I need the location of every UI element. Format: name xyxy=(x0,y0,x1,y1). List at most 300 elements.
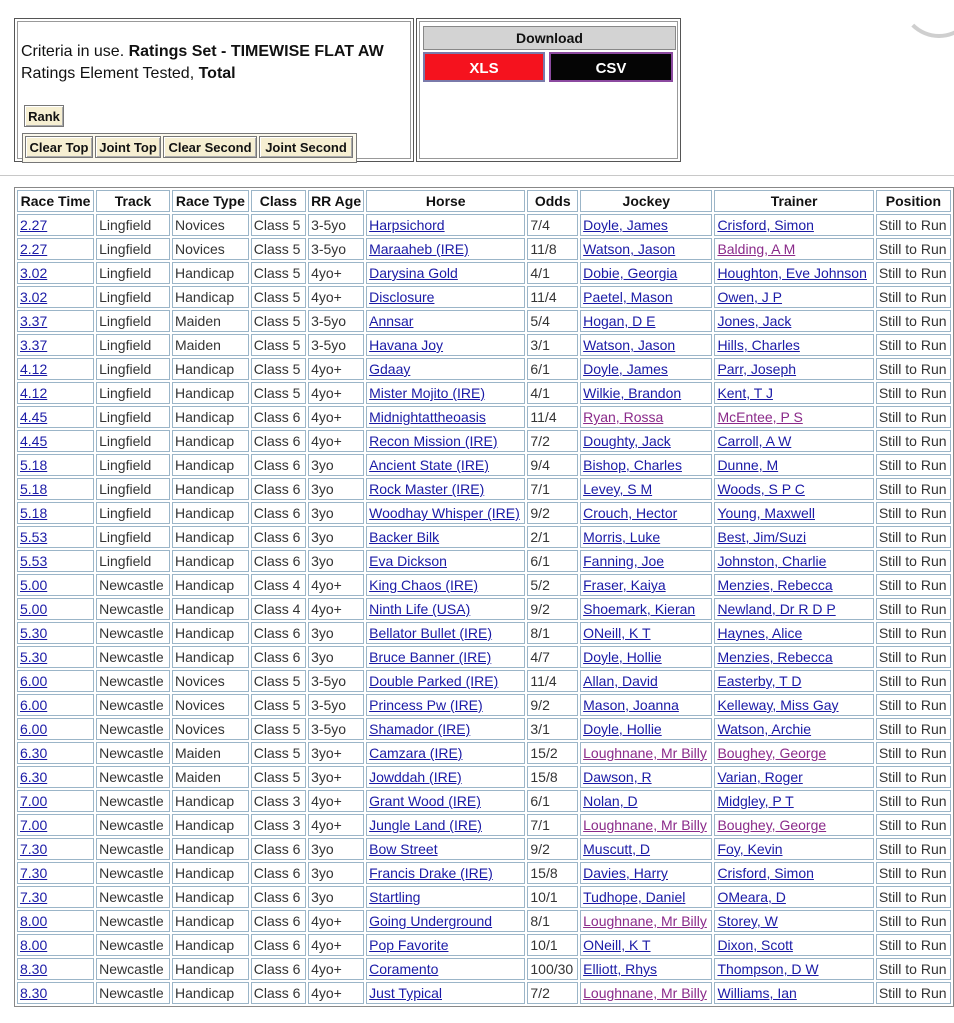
cell-class: Class 5 xyxy=(251,766,306,788)
race-time-link[interactable]: 4.45 xyxy=(20,433,48,449)
download-csv-button[interactable]: CSV xyxy=(549,52,673,82)
horse-link[interactable]: Bow Street xyxy=(369,841,438,857)
cell-odds: 9/2 xyxy=(527,694,578,716)
trainer-link[interactable]: Midgley, P T xyxy=(717,793,794,809)
cell-race-type: Handicap xyxy=(172,910,249,932)
horse-link[interactable]: Gdaay xyxy=(369,361,411,377)
cell-jockey xyxy=(580,334,712,356)
cell-horse xyxy=(366,982,525,1004)
jockey-link[interactable]: Doughty, Jack xyxy=(583,433,671,449)
cell-position: Still to Run xyxy=(876,238,951,260)
cell-rr-age: 4yo+ xyxy=(308,358,364,380)
cell-track: Newcastle xyxy=(96,670,170,692)
race-time-link[interactable]: 5.30 xyxy=(20,649,48,665)
cell-race-time xyxy=(17,838,94,860)
jockey-link[interactable]: Wilkie, Brandon xyxy=(583,385,682,401)
jockey-link[interactable]: Fraser, Kaiya xyxy=(583,577,666,593)
horse-link[interactable]: Startling xyxy=(369,889,421,905)
download-xls-button[interactable]: XLS xyxy=(423,52,545,82)
horse-link[interactable]: Eva Dickson xyxy=(369,553,447,569)
cell-race-time xyxy=(17,214,94,236)
race-time-link[interactable]: 6.30 xyxy=(20,769,48,785)
cell-race-time xyxy=(17,550,94,572)
cell-odds: 3/1 xyxy=(527,718,578,740)
horse-link[interactable]: Camzara (IRE) xyxy=(369,745,463,761)
cell-horse xyxy=(366,358,525,380)
cell-track: Newcastle xyxy=(96,790,170,812)
cell-trainer xyxy=(714,550,873,572)
cell-trainer xyxy=(714,886,873,908)
cell-track: Newcastle xyxy=(96,886,170,908)
cell-position: Still to Run xyxy=(876,838,951,860)
cell-race-type: Handicap xyxy=(172,598,249,620)
criteria-panel xyxy=(14,18,414,162)
race-time-link[interactable]: 7.30 xyxy=(20,865,48,881)
cell-race-type: Handicap xyxy=(172,646,249,668)
jockey-link[interactable]: Allan, David xyxy=(583,673,658,689)
horse-link[interactable]: Grant Wood (IRE) xyxy=(369,793,481,809)
cell-track: Lingfield xyxy=(96,406,170,428)
jockey-link[interactable]: Davies, Harry xyxy=(583,865,668,881)
cell-position: Still to Run xyxy=(876,286,951,308)
jockey-link[interactable]: Fanning, Joe xyxy=(583,553,665,569)
trainer-link[interactable]: Menzies, Rebecca xyxy=(717,577,833,593)
cell-track: Newcastle xyxy=(96,862,170,884)
table-row xyxy=(17,862,951,884)
cell-horse xyxy=(366,622,525,644)
trainer-link[interactable]: Easterby, T D xyxy=(717,673,802,689)
cell-odds: 7/2 xyxy=(527,430,578,452)
race-time-link[interactable]: 5.00 xyxy=(20,577,48,593)
joint-second-button[interactable]: Joint Second xyxy=(259,136,353,158)
cell-jockey xyxy=(580,862,712,884)
race-time-link[interactable]: 5.53 xyxy=(20,553,48,569)
cell-horse xyxy=(366,814,525,836)
cell-track: Lingfield xyxy=(96,334,170,356)
criteria-text xyxy=(21,41,384,85)
horse-link[interactable]: Mister Mojito (IRE) xyxy=(369,385,486,401)
cell-class: Class 6 xyxy=(251,958,306,980)
cell-position: Still to Run xyxy=(876,862,951,884)
jockey-link[interactable]: Doyle, James xyxy=(583,361,668,377)
horse-link[interactable]: Going Underground xyxy=(369,913,493,929)
jockey-link[interactable]: Morris, Luke xyxy=(583,529,661,545)
trainer-link[interactable]: Storey, W xyxy=(717,913,778,929)
trainer-link[interactable]: OMeara, D xyxy=(717,889,786,905)
cell-position: Still to Run xyxy=(876,454,951,476)
trainer-link[interactable]: Newland, Dr R D P xyxy=(717,601,836,617)
ratings-set-value: Ratings Set - TIMEWISE FLAT AW xyxy=(128,43,384,60)
jockey-link[interactable]: Paetel, Mason xyxy=(583,289,673,305)
jockey-link[interactable]: Muscutt, D xyxy=(583,841,651,857)
trainer-link[interactable]: Williams, Ian xyxy=(717,985,797,1001)
cell-track: Newcastle xyxy=(96,982,170,1004)
trainer-link[interactable]: Woods, S P C xyxy=(717,481,805,497)
race-time-link[interactable]: 5.30 xyxy=(20,625,48,641)
cell-trainer xyxy=(714,238,873,260)
cell-odds: 11/4 xyxy=(527,670,578,692)
jockey-link[interactable]: ONeill, K T xyxy=(583,625,651,641)
table-row xyxy=(17,814,951,836)
trainer-link[interactable]: Young, Maxwell xyxy=(717,505,815,521)
cell-rr-age: 3yo xyxy=(308,454,364,476)
race-time-link[interactable]: 6.30 xyxy=(20,745,48,761)
cell-jockey xyxy=(580,454,712,476)
cell-race-type: Handicap xyxy=(172,382,249,404)
cell-class: Class 5 xyxy=(251,214,306,236)
jockey-link[interactable]: Tudhope, Daniel xyxy=(583,889,686,905)
horse-link[interactable]: Ninth Life (USA) xyxy=(369,601,471,617)
jockey-link[interactable]: Hogan, D E xyxy=(583,313,656,329)
cell-race-type: Handicap xyxy=(172,358,249,380)
cell-jockey xyxy=(580,478,712,500)
trainer-link[interactable]: Crisford, Simon xyxy=(717,217,814,233)
race-time-link[interactable]: 5.18 xyxy=(20,505,48,521)
cell-race-type: Handicap xyxy=(172,502,249,524)
horse-link[interactable]: Shamador (IRE) xyxy=(369,721,471,737)
clear-second-button[interactable]: Clear Second xyxy=(163,136,257,158)
cell-race-type: Handicap xyxy=(172,406,249,428)
trainer-link[interactable]: Haynes, Alice xyxy=(717,625,803,641)
horse-link[interactable]: Jowddah (IRE) xyxy=(369,769,462,785)
jockey-link[interactable]: Levey, S M xyxy=(583,481,653,497)
cell-trainer xyxy=(714,694,873,716)
cell-track: Newcastle xyxy=(96,694,170,716)
cell-position: Still to Run xyxy=(876,382,951,404)
column-header-track: Track xyxy=(96,190,170,212)
cell-race-time xyxy=(17,310,94,332)
horse-link[interactable]: Ancient State (IRE) xyxy=(369,457,489,473)
jockey-link[interactable]: Loughnane, Mr Billy xyxy=(583,745,707,761)
cell-position: Still to Run xyxy=(876,814,951,836)
cell-horse xyxy=(366,286,525,308)
cell-rr-age: 3yo+ xyxy=(308,766,364,788)
race-time-link[interactable]: 4.45 xyxy=(20,409,48,425)
cell-rr-age: 4yo+ xyxy=(308,790,364,812)
trainer-link[interactable]: Carroll, A W xyxy=(717,433,792,449)
jockey-link[interactable]: Loughnane, Mr Billy xyxy=(583,817,707,833)
jockey-link[interactable]: Shoemark, Kieran xyxy=(583,601,696,617)
jockey-link[interactable]: ONeill, K T xyxy=(583,937,651,953)
horse-link[interactable]: Jungle Land (IRE) xyxy=(369,817,482,833)
cell-track: Lingfield xyxy=(96,310,170,332)
trainer-link[interactable]: Boughey, George xyxy=(717,817,827,833)
horse-link[interactable]: Pop Favorite xyxy=(369,937,449,953)
cell-rr-age: 3yo xyxy=(308,622,364,644)
race-time-link[interactable]: 7.00 xyxy=(20,817,48,833)
cell-race-type: Novices xyxy=(172,718,249,740)
joint-top-button[interactable]: Joint Top xyxy=(95,136,161,158)
trainer-link[interactable]: Dunne, M xyxy=(717,457,779,473)
jockey-link[interactable]: Nolan, D xyxy=(583,793,638,809)
table-row xyxy=(17,406,951,428)
trainer-link[interactable]: Parr, Joseph xyxy=(717,361,797,377)
cell-horse xyxy=(366,718,525,740)
race-time-link[interactable]: 7.30 xyxy=(20,889,48,905)
cell-race-time xyxy=(17,358,94,380)
column-header-position: Position xyxy=(876,190,951,212)
race-time-link[interactable]: 5.53 xyxy=(20,529,48,545)
cell-horse xyxy=(366,406,525,428)
cell-rr-age: 4yo+ xyxy=(308,406,364,428)
race-time-link[interactable]: 8.30 xyxy=(20,961,48,977)
cell-horse xyxy=(366,334,525,356)
cell-odds: 7/2 xyxy=(527,982,578,1004)
horse-link[interactable]: King Chaos (IRE) xyxy=(369,577,479,593)
cell-class: Class 4 xyxy=(251,598,306,620)
horse-link[interactable]: Harpsichord xyxy=(369,217,445,233)
jockey-link[interactable]: Loughnane, Mr Billy xyxy=(583,985,707,1001)
cell-horse xyxy=(366,766,525,788)
trainer-link[interactable]: Owen, J P xyxy=(717,289,783,305)
cell-jockey xyxy=(580,214,712,236)
cell-horse xyxy=(366,262,525,284)
race-time-link[interactable]: 8.30 xyxy=(20,985,48,1001)
cell-position: Still to Run xyxy=(876,574,951,596)
cell-odds: 2/1 xyxy=(527,526,578,548)
cell-rr-age: 3-5yo xyxy=(308,310,364,332)
race-time-link[interactable]: 3.37 xyxy=(20,337,48,353)
cell-horse xyxy=(366,790,525,812)
cell-race-time xyxy=(17,694,94,716)
trainer-link[interactable]: Varian, Roger xyxy=(717,769,803,785)
jockey-link[interactable]: Doyle, Hollie xyxy=(583,721,662,737)
trainer-link[interactable]: Boughey, George xyxy=(717,745,827,761)
cell-class: Class 6 xyxy=(251,934,306,956)
horse-link[interactable]: Just Typical xyxy=(369,985,442,1001)
table-row xyxy=(17,622,951,644)
race-time-link[interactable]: 4.12 xyxy=(20,385,48,401)
cell-rr-age: 3yo xyxy=(308,478,364,500)
race-time-link[interactable]: 5.18 xyxy=(20,457,48,473)
cell-class: Class 6 xyxy=(251,646,306,668)
table-row xyxy=(17,334,951,356)
table-row xyxy=(17,214,951,236)
table-row xyxy=(17,742,951,764)
cell-position: Still to Run xyxy=(876,766,951,788)
cell-odds: 6/1 xyxy=(527,790,578,812)
cell-position: Still to Run xyxy=(876,598,951,620)
race-time-link[interactable]: 6.00 xyxy=(20,673,48,689)
table-row xyxy=(17,934,951,956)
cell-rr-age: 3yo xyxy=(308,550,364,572)
jockey-link[interactable]: Dawson, R xyxy=(583,769,652,785)
cell-position: Still to Run xyxy=(876,478,951,500)
trainer-link[interactable]: Menzies, Rebecca xyxy=(717,649,833,665)
trainer-link[interactable]: Dixon, Scott xyxy=(717,937,793,953)
horse-link[interactable]: Maraaheb (IRE) xyxy=(369,241,469,257)
horse-link[interactable]: Disclosure xyxy=(369,289,435,305)
race-time-link[interactable]: 7.30 xyxy=(20,841,48,857)
cell-trainer xyxy=(714,670,873,692)
horse-link[interactable]: Coramento xyxy=(369,961,439,977)
trainer-link[interactable]: Kelleway, Miss Gay xyxy=(717,697,839,713)
cell-trainer xyxy=(714,790,873,812)
cell-odds: 10/1 xyxy=(527,886,578,908)
trainer-link[interactable]: Crisford, Simon xyxy=(717,865,814,881)
trainer-link[interactable]: Kent, T J xyxy=(717,385,773,401)
trainer-link[interactable]: Jones, Jack xyxy=(717,313,792,329)
cell-rr-age: 3yo xyxy=(308,886,364,908)
cell-class: Class 5 xyxy=(251,670,306,692)
horse-link[interactable]: Darysina Gold xyxy=(369,265,458,281)
section-divider xyxy=(0,175,954,176)
cell-class: Class 6 xyxy=(251,622,306,644)
cell-class: Class 6 xyxy=(251,982,306,1004)
horse-link[interactable]: Backer Bilk xyxy=(369,529,440,545)
cell-race-time xyxy=(17,790,94,812)
horse-link[interactable]: Double Parked (IRE) xyxy=(369,673,499,689)
cell-trainer xyxy=(714,862,873,884)
cell-rr-age: 4yo+ xyxy=(308,982,364,1004)
cell-odds: 8/1 xyxy=(527,910,578,932)
table-row xyxy=(17,454,951,476)
race-time-link[interactable]: 3.02 xyxy=(20,289,48,305)
table-row xyxy=(17,958,951,980)
cell-race-type: Handicap xyxy=(172,286,249,308)
cell-horse xyxy=(366,382,525,404)
trainer-link[interactable]: Thompson, D W xyxy=(717,961,819,977)
trainer-link[interactable]: Foy, Kevin xyxy=(717,841,783,857)
cell-race-time xyxy=(17,910,94,932)
jockey-link[interactable]: Bishop, Charles xyxy=(583,457,682,473)
trainer-link[interactable]: McEntee, P S xyxy=(717,409,803,425)
cell-jockey xyxy=(580,574,712,596)
cell-class: Class 5 xyxy=(251,334,306,356)
cell-trainer xyxy=(714,526,873,548)
criteria-label: Criteria in use. xyxy=(21,43,129,60)
element-value: Total xyxy=(198,65,236,82)
race-time-link[interactable]: 8.00 xyxy=(20,913,48,929)
cell-class: Class 5 xyxy=(251,310,306,332)
cell-jockey xyxy=(580,670,712,692)
trainer-link[interactable]: Best, Jim/Suzi xyxy=(717,529,807,545)
cell-trainer xyxy=(714,814,873,836)
jockey-link[interactable]: Mason, Joanna xyxy=(583,697,679,713)
jockey-link[interactable]: Watson, Jason xyxy=(583,337,676,353)
race-time-link[interactable]: 3.02 xyxy=(20,265,48,281)
cell-horse xyxy=(366,910,525,932)
cell-jockey xyxy=(580,910,712,932)
cell-odds: 4/1 xyxy=(527,382,578,404)
cell-jockey xyxy=(580,526,712,548)
cell-trainer xyxy=(714,598,873,620)
cell-race-type: Handicap xyxy=(172,622,249,644)
trainer-link[interactable]: Houghton, Eve Johnson xyxy=(717,265,867,281)
race-time-link[interactable]: 7.00 xyxy=(20,793,48,809)
cell-trainer xyxy=(714,286,873,308)
horse-link[interactable]: Bruce Banner (IRE) xyxy=(369,649,492,665)
horse-link[interactable]: Rock Master (IRE) xyxy=(369,481,485,497)
table-row xyxy=(17,646,951,668)
horse-link[interactable]: Recon Mission (IRE) xyxy=(369,433,498,449)
jockey-link[interactable]: Crouch, Hector xyxy=(583,505,678,521)
horse-link[interactable]: Francis Drake (IRE) xyxy=(369,865,493,881)
table-row xyxy=(17,310,951,332)
table-row xyxy=(17,790,951,812)
race-time-link[interactable]: 2.27 xyxy=(20,241,48,257)
cell-odds: 8/1 xyxy=(527,622,578,644)
cell-jockey xyxy=(580,502,712,524)
cell-rr-age: 4yo+ xyxy=(308,910,364,932)
horse-link[interactable]: Midnightattheoasis xyxy=(369,409,486,425)
table-row xyxy=(17,430,951,452)
cell-race-type: Handicap xyxy=(172,814,249,836)
element-label: Ratings Element Tested, xyxy=(21,65,199,82)
rank-button[interactable]: Rank xyxy=(24,105,64,127)
clear-top-button[interactable]: Clear Top xyxy=(25,136,93,158)
jockey-link[interactable]: Doyle, Hollie xyxy=(583,649,662,665)
cell-race-type: Maiden xyxy=(172,742,249,764)
horse-link[interactable]: Woodhay Whisper (IRE) xyxy=(369,505,520,521)
cell-class: Class 5 xyxy=(251,742,306,764)
cell-position: Still to Run xyxy=(876,526,951,548)
race-time-link[interactable]: 2.27 xyxy=(20,217,48,233)
cell-class: Class 6 xyxy=(251,502,306,524)
cell-horse xyxy=(366,526,525,548)
cell-horse xyxy=(366,478,525,500)
cell-horse xyxy=(366,430,525,452)
race-time-link[interactable]: 5.00 xyxy=(20,601,48,617)
cell-track: Lingfield xyxy=(96,286,170,308)
cell-rr-age: 4yo+ xyxy=(308,574,364,596)
cell-track: Lingfield xyxy=(96,214,170,236)
jockey-link[interactable]: Ryan, Rossa xyxy=(583,409,664,425)
jockey-link[interactable]: Doyle, James xyxy=(583,217,668,233)
cell-rr-age: 3yo xyxy=(308,862,364,884)
jockey-link[interactable]: Loughnane, Mr Billy xyxy=(583,913,707,929)
horse-link[interactable]: Princess Pw (IRE) xyxy=(369,697,483,713)
trainer-link[interactable]: Watson, Archie xyxy=(717,721,812,737)
horse-link[interactable]: Havana Joy xyxy=(369,337,444,353)
cell-track: Lingfield xyxy=(96,454,170,476)
race-time-link[interactable]: 8.00 xyxy=(20,937,48,953)
cell-race-type: Handicap xyxy=(172,886,249,908)
jockey-link[interactable]: Watson, Jason xyxy=(583,241,676,257)
race-time-link[interactable]: 5.18 xyxy=(20,481,48,497)
race-time-link[interactable]: 6.00 xyxy=(20,697,48,713)
cell-race-type: Handicap xyxy=(172,430,249,452)
jockey-link[interactable]: Dobie, Georgia xyxy=(583,265,678,281)
race-time-link[interactable]: 3.37 xyxy=(20,313,48,329)
cell-race-type: Handicap xyxy=(172,574,249,596)
cell-track: Lingfield xyxy=(96,382,170,404)
cell-jockey xyxy=(580,430,712,452)
column-header-odds: Odds xyxy=(527,190,578,212)
table-row xyxy=(17,286,951,308)
trainer-link[interactable]: Hills, Charles xyxy=(717,337,800,353)
cell-race-time xyxy=(17,742,94,764)
cell-odds: 7/1 xyxy=(527,814,578,836)
cell-race-type: Novices xyxy=(172,214,249,236)
cell-race-type: Handicap xyxy=(172,958,249,980)
horse-link[interactable]: Annsar xyxy=(369,313,414,329)
cell-class: Class 4 xyxy=(251,574,306,596)
filter-button-row xyxy=(22,133,357,163)
cell-rr-age: 3yo xyxy=(308,502,364,524)
cell-jockey xyxy=(580,406,712,428)
cell-class: Class 6 xyxy=(251,526,306,548)
trainer-link[interactable]: Johnston, Charlie xyxy=(717,553,827,569)
horse-link[interactable]: Bellator Bullet (IRE) xyxy=(369,625,493,641)
trainer-link[interactable]: Balding, A M xyxy=(717,241,796,257)
cell-race-time xyxy=(17,718,94,740)
cell-track: Newcastle xyxy=(96,742,170,764)
jockey-link[interactable]: Elliott, Rhys xyxy=(583,961,658,977)
cell-track: Newcastle xyxy=(96,838,170,860)
race-time-link[interactable]: 6.00 xyxy=(20,721,48,737)
race-time-link[interactable]: 4.12 xyxy=(20,361,48,377)
